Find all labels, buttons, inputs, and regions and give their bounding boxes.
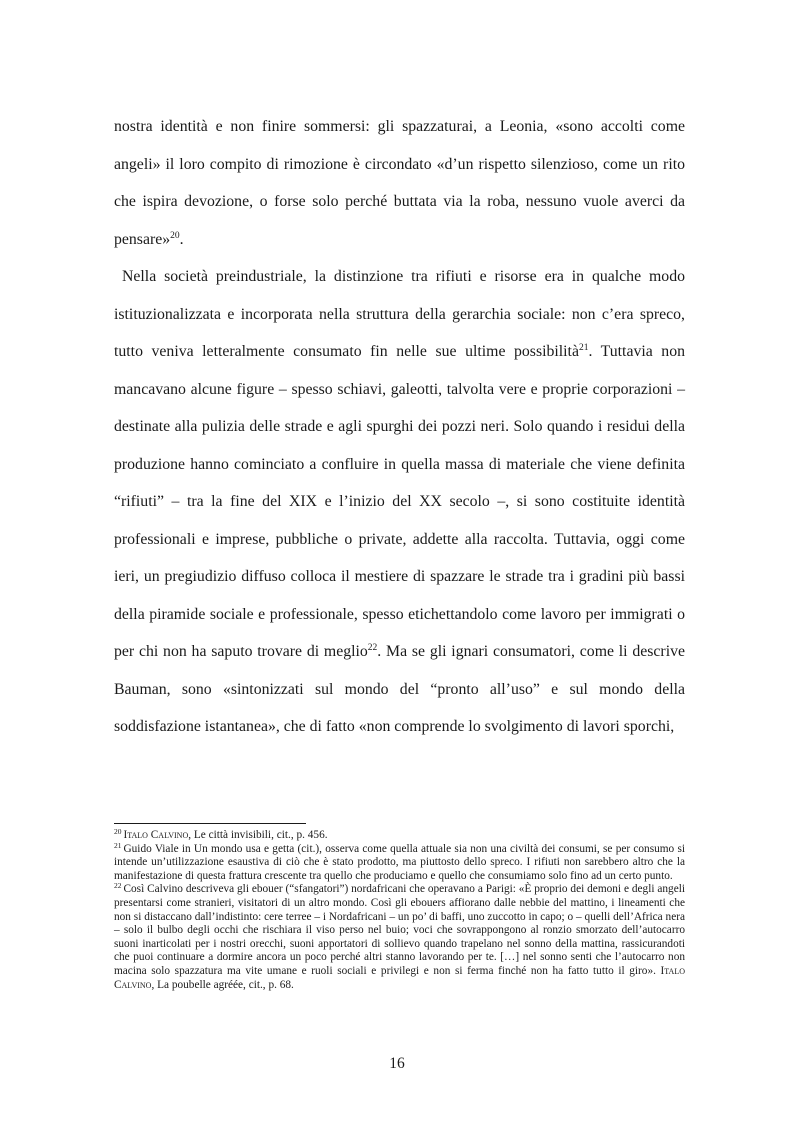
page-number: 16 — [389, 1055, 405, 1072]
footnote-number: 22 — [114, 881, 122, 891]
main-text — [114, 108, 685, 746]
footnote-author: Italo Calvino — [114, 964, 685, 991]
paragraph-2 — [114, 258, 685, 746]
footnote-ref-22[interactable]: 22 — [367, 643, 378, 653]
paragraph-text: nostra identità e non finire sommersi: gli spazzaturai, a Leonia, «sono accolti come angeli» il loro compito di rimozione è circondato «d’un rispetto silenzioso, come un rito che ispira devozione, o forse solo perché buttata via la roba, nessuno vuole averci da pensare» — [114, 118, 685, 248]
paragraph-text: . Ma se gli ignari consumatori, come li descrive Bauman, sono «sintonizzati sul mondo del “pronto all’uso” e sul mondo della soddisfazione istantanea», che di fatto «non comprende lo svolgimento di lavori sporchi, — [114, 643, 685, 735]
footnote-text: Guido Viale in Un mondo usa e getta (cit.), osserva come quella attuale sia non una civiltà dei consumi, se per consumo si intende un’utilizzazione esaustiva di ciò che è stato prodotto, ma piuttosto dello spreco. I rifiuti non sarebbero altro che la manifestazione di questa frattura crescente tra quello che produciamo e quello che consumiamo solo fino ad un certo punto. — [114, 842, 685, 882]
paragraph-text: . Tuttavia non mancavano alcune figure – spesso schiavi, galeotti, talvolta vere e proprie corporazioni – destinate alla pulizia delle strade e agli spurghi dei pozzi neri. Solo quando i residui della produzione hanno cominciato a confluire in quella massa di materiale che viene definita “rifiuti” – tra la fine del XIX e l’inizio del XX secolo –, si sono costituite identità professionali e imprese, pubbliche o private, addette alla raccolta. Tuttavia, oggi come ieri, un pregiudizio diffuso colloca il mestiere di spazzare le strade tra i gradini più bassi della piramide sociale e professionale, spesso etichettandolo come lavoro per immigrati o per chi non ha saputo trovare di meglio — [114, 343, 686, 660]
footnote-number: 21 — [114, 840, 122, 850]
footnote-number: 20 — [114, 827, 122, 836]
footnote-text: Così Calvino descriveva gli ebouer (“sfangatori”) nordafricani che operavano a Parigi: «È proprio dei demoni e degli angeli presentarsi come stranieri, visitatori di un altro mondo. Così gli ebouers affiorano dalle nebbie del mattino, i lineamenti che non si distaccano dall’indistinto: cere terree – i Nordafricani – un po’ di baffi, uno zuccotto in capo; o – quelli dell’Africa nera – solo il bulbo degli occhi che rischiara il viso perso nel buio; voci che sovrappongono al ronzio smorzato dell’autocarro suoni inarticolati per i nostri orecchi, suoni apportatori di sollievo quando trapelano nel sonno della mattina, rassicurandoti che puoi continuare a dormire ancora un poco perché altri stanno lavorando per te. […] nel sonno senti che l’autocarro non macina solo spazzatura ma vite umane e ruoli sociali e privilegi e non si ferma finché non ha fatto tutto il giro». — [114, 883, 685, 977]
paragraph-text: Nella società preindustriale, la distinzione tra rifiuti e risorse era in qualche modo istituzionalizzata e incorporata nella struttura della gerarchia sociale: non c’era spreco, tutto veniva letteralmente consumato fin nelle sue ultime possibilità — [114, 268, 685, 360]
footnote-text: , La poubelle agréée, cit., p. 68. — [151, 978, 294, 991]
footnotes — [114, 829, 685, 992]
footnote-21 — [114, 840, 685, 884]
footnote-22 — [114, 883, 685, 992]
footnote-separator — [114, 823, 306, 824]
footnote-author: Italo Calvino — [123, 829, 189, 841]
footnote-ref-21[interactable]: 21 — [578, 343, 589, 353]
footnote-ref-20[interactable]: 20 — [170, 230, 180, 241]
paragraph-1: nostra identità e non finire sommersi: gli spazzaturai, a Leonia, «sono accolti come angeli» il loro compito di rimozione è circondato «d’un rispetto silenzioso, come un rito che ispira devozione, o forse solo perché buttata via la roba, nessuno vuole averci da pensare»$^{20}$. — [114, 118, 685, 248]
footnote-text: , Le città invisibili, cit., p. 456. — [188, 829, 328, 841]
footnote-20 — [114, 829, 685, 843]
